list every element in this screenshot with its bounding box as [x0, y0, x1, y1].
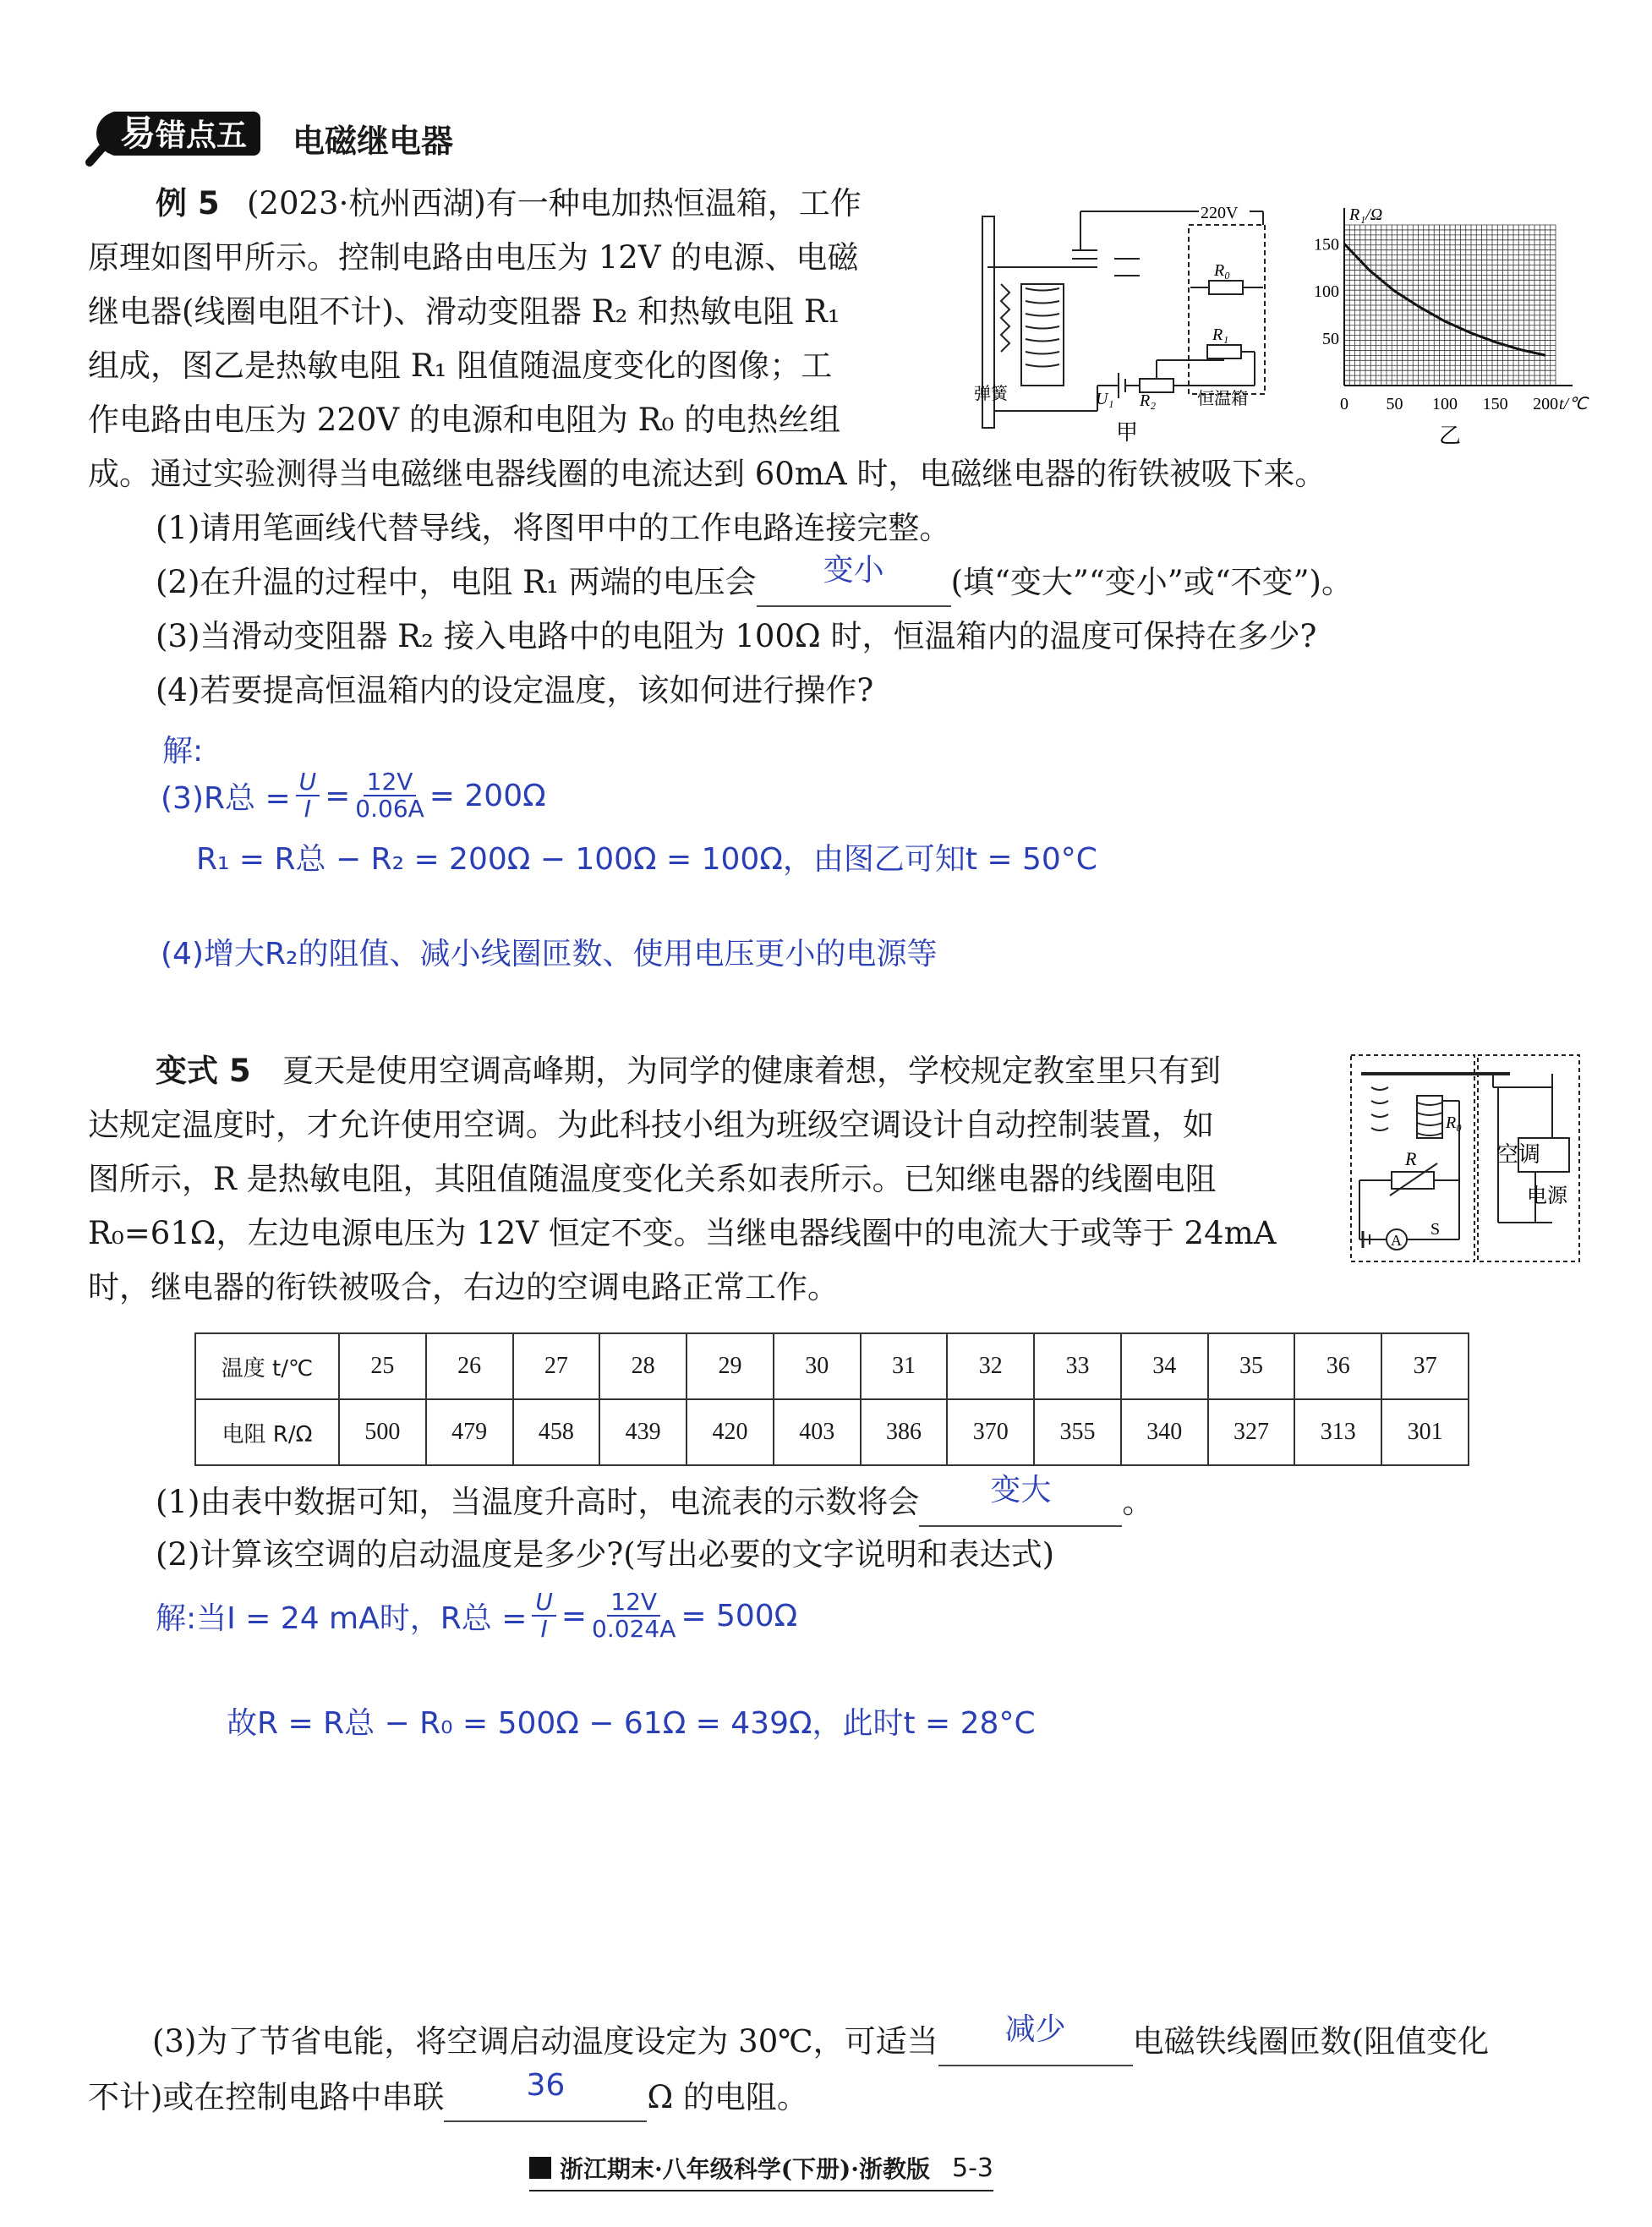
ex5-line: 作电路由电压为 220V 的电源和电阻为 R₀ 的电热丝组	[88, 402, 841, 438]
var5-q1: (1)由表中数据可知，当温度升高时，电流表的示数将会 变大 。	[156, 1478, 1153, 1527]
table-cell: 27	[513, 1333, 600, 1399]
ex5-line: 原理如图甲所示。控制电路由电压为 12V 的电源、电磁	[88, 239, 859, 276]
var5-line: 夏天是使用空调高峰期，为同学的健康着想，学校规定教室里只有到	[282, 1053, 1221, 1089]
ex5-sol-label: 解:	[162, 734, 204, 769]
ex5-q2-answer: 变小	[823, 553, 884, 588]
table-cell: 37	[1381, 1333, 1469, 1399]
table-cell: 500	[339, 1399, 426, 1465]
var5-sol2-line1: 解:当I = 24 mA时，R总 = $\frac{U}{I}$ = $\frac{12V}{0.024A}$ = 500Ω	[156, 1588, 798, 1643]
label-u1: U₁	[1096, 390, 1114, 408]
label-r2: R₂	[1140, 391, 1157, 410]
footer-square-icon	[529, 2157, 551, 2179]
ex5-line: 组成，图乙是热敏电阻 R₁ 阻值随温度变化的图像；工	[88, 347, 833, 384]
label-switch: S	[1430, 1220, 1441, 1239]
table-head: 温度 t/℃	[195, 1333, 339, 1399]
var5-line: R₀=61Ω，左边电源电压为 12V 恒定不变。当继电器线圈中的电流大于或等于 24mA	[88, 1215, 1277, 1251]
var5-label: 变式 5	[156, 1053, 251, 1089]
table-cell: 458	[513, 1399, 600, 1465]
table-cell: 26	[426, 1333, 513, 1399]
ex5-q4: (4)若要提高恒温箱内的设定温度，该如何进行操作?	[156, 672, 874, 709]
table-row	[195, 1399, 1469, 1465]
label-var-r: R	[1405, 1148, 1417, 1169]
var5-q3-blank1[interactable]	[938, 2012, 1133, 2066]
table-cell: 340	[1121, 1399, 1208, 1465]
table-cell: 28	[599, 1333, 687, 1399]
ex5-sol3-line2: R₁ = R总 − R₂ = 200Ω − 100Ω = 100Ω，由图乙可知t = 50°C	[196, 842, 1097, 877]
table-cell: 327	[1208, 1399, 1295, 1465]
var5-line: 图所示，R 是热敏电阻，其阻值随温度变化关系如表所示。已知继电器的线圈电阻	[88, 1161, 1217, 1197]
table-cell: 370	[947, 1399, 1034, 1465]
table-head: 电阻 R/Ω	[195, 1399, 339, 1465]
var5-q1-blank[interactable]	[919, 1473, 1122, 1527]
section-title: 电磁继电器	[293, 123, 454, 160]
label-r1: R₁	[1212, 326, 1229, 344]
ex5-label: 例 5	[156, 185, 220, 222]
table-cell: 313	[1294, 1399, 1381, 1465]
table-cell: 32	[947, 1333, 1034, 1399]
ex5-q2: (2)在升温的过程中，电阻 R₁ 两端的电压会 变小 (填“变大”“变小”或“不变”)。	[156, 558, 1353, 607]
ex5-sol4: (4)增大R₂的阻值、减小线圈匝数、使用电压更小的电源等	[161, 937, 938, 971]
table-cell: 30	[774, 1333, 861, 1399]
ex5-q1: (1)请用笔画线代替导线，将图甲中的工作电路连接完整。	[156, 510, 951, 546]
y-tick-label: 50	[1322, 330, 1339, 349]
label-ac: 空调	[1496, 1142, 1541, 1168]
table-cell: 355	[1034, 1399, 1121, 1465]
table-cell: 36	[1294, 1333, 1381, 1399]
x-tick-label: 150	[1482, 395, 1508, 413]
y-axis-label: R₁/Ω	[1349, 205, 1383, 224]
label-220v: 220V	[1201, 204, 1239, 222]
table-cell: 29	[687, 1333, 774, 1399]
table-cell: 386	[861, 1399, 948, 1465]
temperature-resistance-table	[194, 1332, 1469, 1466]
footer-text: 浙江期末·八年级科学(下册)·浙教版	[560, 2155, 930, 2183]
ex5-q3: (3)当滑动变阻器 R₂ 接入电路中的电阻为 100Ω 时，恒温箱内的温度可保持在多少?	[156, 618, 1317, 654]
x-tick-label: 0	[1340, 395, 1348, 413]
table-cell: 33	[1034, 1333, 1121, 1399]
ex5-line: 成。通过实验测得当电磁继电器线圈的电流达到 60mA 时，电磁继电器的衔铁被吸下来。	[88, 456, 1327, 492]
table-row	[195, 1333, 1469, 1399]
x-tick-label: 200	[1533, 395, 1559, 413]
var5-line: 达规定温度时，才允许使用空调。为此科技小组为班级空调设计自动控制装置，如	[88, 1107, 1214, 1143]
label-r0: R₀	[1214, 261, 1231, 280]
ex5-q2-blank[interactable]	[757, 553, 951, 607]
label-spring: 弹簧	[974, 383, 1008, 403]
label-ammeter: A	[1391, 1232, 1402, 1249]
section-tag: 易错点五	[108, 112, 260, 156]
table-cell: 301	[1381, 1399, 1469, 1465]
y-tick-label: 100	[1314, 282, 1339, 302]
x-tick-label: 100	[1432, 395, 1458, 413]
label-src: 电源	[1527, 1184, 1567, 1207]
footer	[529, 2151, 993, 2191]
x-axis-label: t/℃	[1559, 395, 1588, 413]
var5-q3-answer2: 36	[526, 2068, 566, 2103]
page-number: 5-3	[952, 2153, 993, 2183]
var5-q3-answer1: 减少	[1004, 2012, 1066, 2047]
ex5-line: (2023·杭州西湖)有一种电加热恒温箱，工作	[247, 185, 862, 222]
table-cell: 25	[339, 1333, 426, 1399]
x-tick-label: 50	[1386, 395, 1403, 413]
y-tick-label: 150	[1314, 235, 1339, 254]
table-cell: 439	[599, 1399, 687, 1465]
label-var-r0: R₀	[1446, 1114, 1463, 1132]
table-cell: 420	[687, 1399, 774, 1465]
table-cell: 31	[861, 1333, 948, 1399]
ex5-sol3-line1: (3)R总 = $\frac{U}{I}$ = $\frac{12V}{0.06A}$ = 200Ω	[161, 768, 546, 823]
var5-q3-line2: 不计)或在控制电路中串联 36 Ω 的电阻。	[88, 2073, 808, 2122]
figure-jia-caption: 甲	[1116, 420, 1139, 446]
var5-q2: (2)计算该空调的启动温度是多少?(写出必要的文字说明和表达式)	[156, 1536, 1055, 1573]
var5-q1-answer: 变大	[990, 1473, 1052, 1507]
figure-jia-circuit	[971, 200, 1275, 453]
var5-q3: (3)为了节省电能，将空调启动温度设定为 30℃，可适当 减少 电磁铁线圈匝数(阻值变化	[152, 2017, 1489, 2066]
table-cell: 35	[1208, 1333, 1295, 1399]
figure-variant-circuit	[1349, 1053, 1583, 1265]
var5-q3-blank2[interactable]	[444, 2068, 647, 2122]
table-cell: 403	[774, 1399, 861, 1465]
var5-sol2-line2: 故R = R总 − R₀ = 500Ω − 61Ω = 439Ω，此时t = 28°C	[227, 1706, 1036, 1741]
ex5-line: 继电器(线圈电阻不计)、滑动变阻器 R₂ 和热敏电阻 R₁	[88, 293, 840, 330]
var5-line: 时，继电器的衔铁被吸合，右边的空调电路正常工作。	[88, 1269, 839, 1305]
figure-yi-chart	[1302, 200, 1589, 453]
table-cell: 34	[1121, 1333, 1208, 1399]
table-cell: 479	[426, 1399, 513, 1465]
figure-yi-caption: 乙	[1438, 424, 1462, 449]
label-box: 恒温箱	[1197, 388, 1248, 408]
